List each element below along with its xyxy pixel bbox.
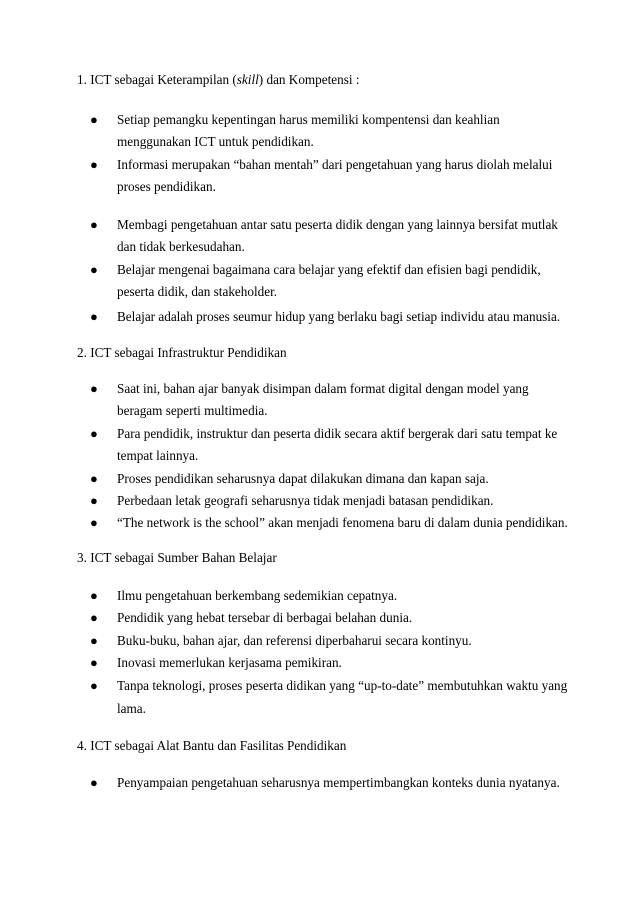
- bullet-icon: ●: [90, 678, 98, 693]
- bullet-icon: ●: [90, 515, 98, 530]
- bullet-icon: ●: [90, 157, 98, 172]
- document-page: 1. ICT sebagai Keterampilan (skill) dan Kompetensi : ● Setiap pemangku kepentingan harus memiliki kompentensi dan keahlian menggunakan ICT untuk pendidikan. ● Informasi merupakan “bahan mentah” dari pengetahuan yang harus diolah melalui proses pendidikan. ● Membagi pengetahuan antar satu peserta didik dengan yang lainnya bersifat mutlak dan tidak berkesudahan. ● Belajar mengenai bagaimana cara belajar yang efektif dan efisien bagi pendidik, peserta didik, dan stakeholder. ● Belajar adalah proses seumur hidup yang berlaku bagi setiap individu atau manusia. 2. ICT sebagai Infrastruktur Pendidikan ● Saat ini, bahan ajar banyak disimpan dalam format digital dengan model yang beragam seperti multimedia. ● Para pendidik, instruktur dan peserta didik secara aktif bergerak dari satu tempat ke tempat lainnya. ● Proses pendidikan seharusnya dapat dilakukan dimana dan kapan saja. ● Perbedaan letak geografi seharusnya tidak menjadi batasan pendidikan. ● “The network is the school” akan menjadi fenomena baru di dalam dunia pendidikan. 3. ICT sebagai Sumber Bahan Belajar ● Ilmu pengetahuan berkembang sedemikian cepatnya. ● Pendidik yang hebat tersebar di berbagai belahan dunia. ● Buku-buku, bahan ajar, dan referensi diperbaharui secara kontinyu. ● Inovasi memerlukan kerjasama pemikiran. ● Tanpa teknologi, proses peserta didikan yang “up-to-date” membutuhkan waktu yang lama. 4. ICT sebagai Alat Bantu dan Fasilitas Pendidikan ● Penyampaian pengetahuan seharusnya mempertimbangkan konteks dunia nyatanya.: [77, 72, 568, 790]
- bullet-icon: ●: [90, 426, 98, 441]
- bullet-icon: ●: [90, 775, 98, 790]
- bullet-icon: ●: [90, 588, 98, 603]
- bullet-icon: ●: [90, 610, 98, 625]
- section-2-heading: 2. ICT sebagai Infrastruktur Pendidikan: [77, 345, 287, 360]
- bullet-icon: ●: [90, 655, 98, 670]
- bullet-icon: ●: [90, 217, 98, 232]
- section-3-heading: 3. ICT sebagai Sumber Bahan Belajar: [77, 550, 277, 565]
- bullet-icon: ●: [90, 381, 98, 396]
- section-4-heading: 4. ICT sebagai Alat Bantu dan Fasilitas Pendidikan: [77, 738, 347, 753]
- bullet-icon: ●: [90, 633, 98, 648]
- section-1-heading: 1. ICT sebagai Keterampilan (skill) dan Kompetensi :: [77, 72, 360, 87]
- bullet-icon: ●: [90, 262, 98, 277]
- bullet-icon: ●: [90, 493, 98, 508]
- bullet-icon: ●: [90, 471, 98, 486]
- bullet-icon: ●: [90, 309, 98, 324]
- bullet-icon: ●: [90, 112, 98, 127]
